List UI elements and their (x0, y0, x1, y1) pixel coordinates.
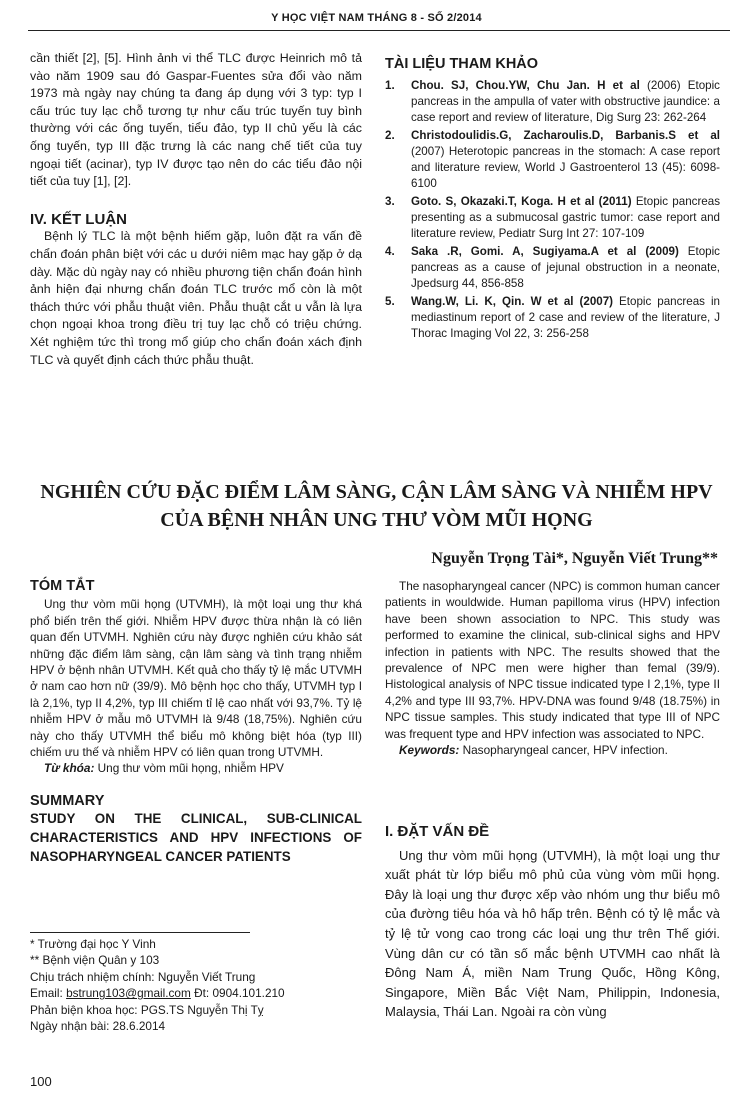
references-heading: TÀI LIỆU THAM KHẢO (385, 56, 539, 72)
abstract-column (30, 578, 362, 866)
keywords-label: Từ khóa: (44, 761, 95, 776)
keywords-vi (30, 760, 362, 776)
affiliation-1: * Trường đại học Y Vinh (30, 937, 156, 951)
reference-item (385, 294, 720, 342)
introduction-section (385, 822, 720, 1022)
reference-item (385, 244, 720, 292)
reference-number: 2. (385, 128, 395, 142)
reference-list (385, 78, 720, 342)
phone-number: Đt: 0904.101.210 (190, 986, 285, 1001)
email-label: Email: (30, 986, 67, 1001)
keywords-en-text: Nasopharyngeal cancer, HPV infection. (459, 743, 668, 758)
email-link[interactable]: bstrung103@gmail.com (66, 986, 191, 1001)
reference-authors: Saka .R, Gomi. A, Sugiyama.A et al (2009) (411, 244, 679, 258)
article-authors: Nguyễn Trọng Tài*, Nguyễn Viết Trung** (431, 550, 718, 567)
reference-details: Etopic pancreas presenting as a submucosal gastric tumor: case report and literature review, Pediatr Surg Int 27: 107-109 (411, 194, 721, 240)
top-left-column (30, 50, 362, 369)
summary-title: STUDY ON THE CLINICAL, SUB-CLINICAL CHARACTERISTICS AND HPV INFECTIONS OF NASOPHARYNGEAL CANCER PATIENTS (30, 811, 362, 865)
reference-number: 5. (385, 294, 395, 308)
abstract-vi-paragraph: Ung thư vòm mũi họng (UTVMH), là một loại ung thư khá phổ biến trên thế giới. Nhiễm HPV được thừa nhận là có liên quan đến UTVMH. Nghiên cứu này được nghiên cứu khảo sát những đặc điểm lâm sàng, cận lâm sàng và tình trạng nhiễm HPV ở bệnh nhân UTVMH. Kết quả cho thấy tỷ lệ mắc UTVMH ở nam cao hơn nữ (39/9). Mô bệnh học cho thấy, UTVMH typ I là 2,1%, typ II 4,2%, typ III chiếm tỉ lệ cao nhất với 93,7%. Tỷ lệ nhiễm HPV ở mẫu mô UTVMH là 9/48 (18,75%). Nghiên cứu này cho thấy UTVMH thể biểu mô không biệt hóa (typ III) chiếm ưu thế và nhiễm HPV có liên quan trong UTVMH. (30, 597, 362, 760)
contact-line (30, 985, 350, 1001)
reference-details: Etopic pancreas in mediastinum report of 2 case and review of the literature, J Thorac Imaging Vol 22, 3: 256-258 (411, 294, 720, 340)
responsible-author: Chịu trách nhiệm chính: Nguyễn Viết Trung (30, 969, 256, 984)
references-section (385, 56, 720, 344)
summary-heading: SUMMARY (30, 792, 105, 809)
reference-authors: Goto. S, Okazaki.T, Koga. H et al (2011) (411, 194, 632, 208)
received-date: Ngày nhận bài: 28.6.2014 (30, 1019, 166, 1034)
keywords-vi-text: Ung thư vòm mũi họng, nhiễm HPV (94, 761, 284, 776)
reference-number: 3. (385, 194, 395, 208)
reference-details: (2006) Etopic pancreas in the ampulla of vater with obstructive jaundice: a case report and review of literature, Dig Surg 23: 262-264 (411, 78, 720, 124)
reviewer: Phản biện khoa học: PGS.TS Nguyễn Thị Tỵ (30, 1002, 264, 1017)
english-abstract-column (385, 578, 720, 758)
reference-authors: Christodoulidis.G, Zacharoulis.D, Barbanis.S et al (411, 128, 720, 142)
footnote-rule (30, 932, 250, 933)
reference-details: Etopic pancreas as a cause of jejunal obstruction in a neonate, Jpedsurg 44, 856-858 (411, 244, 720, 290)
reference-number: 4. (385, 244, 395, 258)
article-title (40, 478, 713, 534)
introduction-paragraph: Ung thư vòm mũi họng (UTVMH), là một loại ung thư xuất phát từ lớp biểu mô phủ của vùng vòm mũi họng. Đây là loại ung thư được xếp vào nhóm ung thư biểu mô của đường tiêu hóa và hô hấp trên. Bệnh có tỷ lệ mắc và tỷ lệ tử vong cao trong các loại ung thư trên Thế giới. Vùng dân cư có tần số mắc bệnh UTVMH cao nhất là Đông Nam Á, miền Nam Trung Quốc, Hồng Kông, Singapore, Miền Bắc Việt Nam, Philippin, Indonesia, Malaysia, Thái Lan. Ngoài ra còn vùng (385, 847, 720, 1020)
keywords-en (385, 742, 720, 758)
introduction-heading: I. ĐẶT VẤN ĐỀ (385, 823, 490, 840)
article-title-line-1: NGHIÊN CỨU ĐẶC ĐIỂM LÂM SÀNG, CẬN LÂM SÀNG VÀ NHIỄM HPV (40, 481, 713, 503)
affiliation-2: ** Bệnh viện Quân y 103 (30, 953, 160, 968)
keywords-en-label: Keywords: (399, 743, 460, 758)
page-number: 100 (30, 1074, 52, 1089)
conclusion-heading: IV. KẾT LUẬN (30, 210, 127, 228)
header-rule (28, 30, 730, 31)
abstract-heading: TÓM TẮT (30, 578, 95, 594)
reference-item (385, 194, 720, 242)
reference-authors: Chou. SJ, Chou.YW, Chu Jan. H et al (411, 78, 640, 92)
continuation-paragraph: cần thiết [2], [5]. Hình ảnh vi thể TLC được Heinrich mô tả vào năm 1909 sau đó Gaspar-Fuentes sửa đổi vào năm 1973 mà ngày nay chúng ta đang áp dụng với 3 typ: typ I cấu trúc tuy lạc chỗ tương tự như cấu trúc tuyến tuy bình thường với các ống tuyến, tiểu đảo, typ II chủ yếu là các ống tuyến, typ III đặc trưng là các nang chế tiết của tuy ngoại tiết (acinar), typ IV được tạo nên do các tiểu đảo nội tiết của tuy [1], [2]. (30, 51, 362, 189)
reference-item (385, 78, 720, 126)
article-title-line-2: CỦA BỆNH NHÂN UNG THƯ VÒM MŨI HỌNG (160, 509, 593, 531)
reference-authors: Wang.W, Li. K, Qin. W et al (2007) (411, 294, 614, 308)
abstract-en-paragraph: The nasopharyngeal cancer (NPC) is common human cancer patients in wouldwide. Human papilloma virus (HPV) infection have been shown association to NPC. This study was performed to examine the clinical, sub-clinical sighs and HPV infection in patients with NPC. The results showed that the prevalence of NPC men were higher than femal (39/9). Histological analysis of NPC tissue indicated type I 2,1%, type II 4,2% and type III 93,7%. HPV-DNA was found 9/48 (18.75%) in NPC tissue samples. This study indicated that type III of NPC was frequent type and HPV infection was associated to NPC. (385, 579, 720, 741)
conclusion-paragraph: Bệnh lý TLC là một bệnh hiếm gặp, luôn đặt ra vấn đề chẩn đoán phân biệt với các u dưới niêm mạc hay gặp ở dạ dày. Mặc dù ngày nay có nhiều phương tiện chẩn đoán hình ảnh hiện đại nhưng chẩn đoán TLC trước mổ còn là một thách thức với phẫu thuật viên. Phẫu thuật cắt u vẫn là lựa chọn ngoại khoa trong điều trị tuy lạc chỗ có triệu chứng. Xét nghiệm tức thì trong mổ giúp cho chẩn đoán xách định TLC và quyết định cách thức phẫu thuật. (30, 229, 362, 367)
footnotes (30, 936, 350, 1034)
reference-details: (2007) Heterotopic pancreas in the stomach: A case report and literature review, World J Gastroenterol 13 (45): 6098-6100 (411, 144, 720, 190)
reference-number: 1. (385, 78, 395, 92)
reference-item (385, 128, 720, 192)
journal-header: Y HỌC VIỆT NAM THÁNG 8 - SỐ 2/2014 (271, 12, 482, 24)
